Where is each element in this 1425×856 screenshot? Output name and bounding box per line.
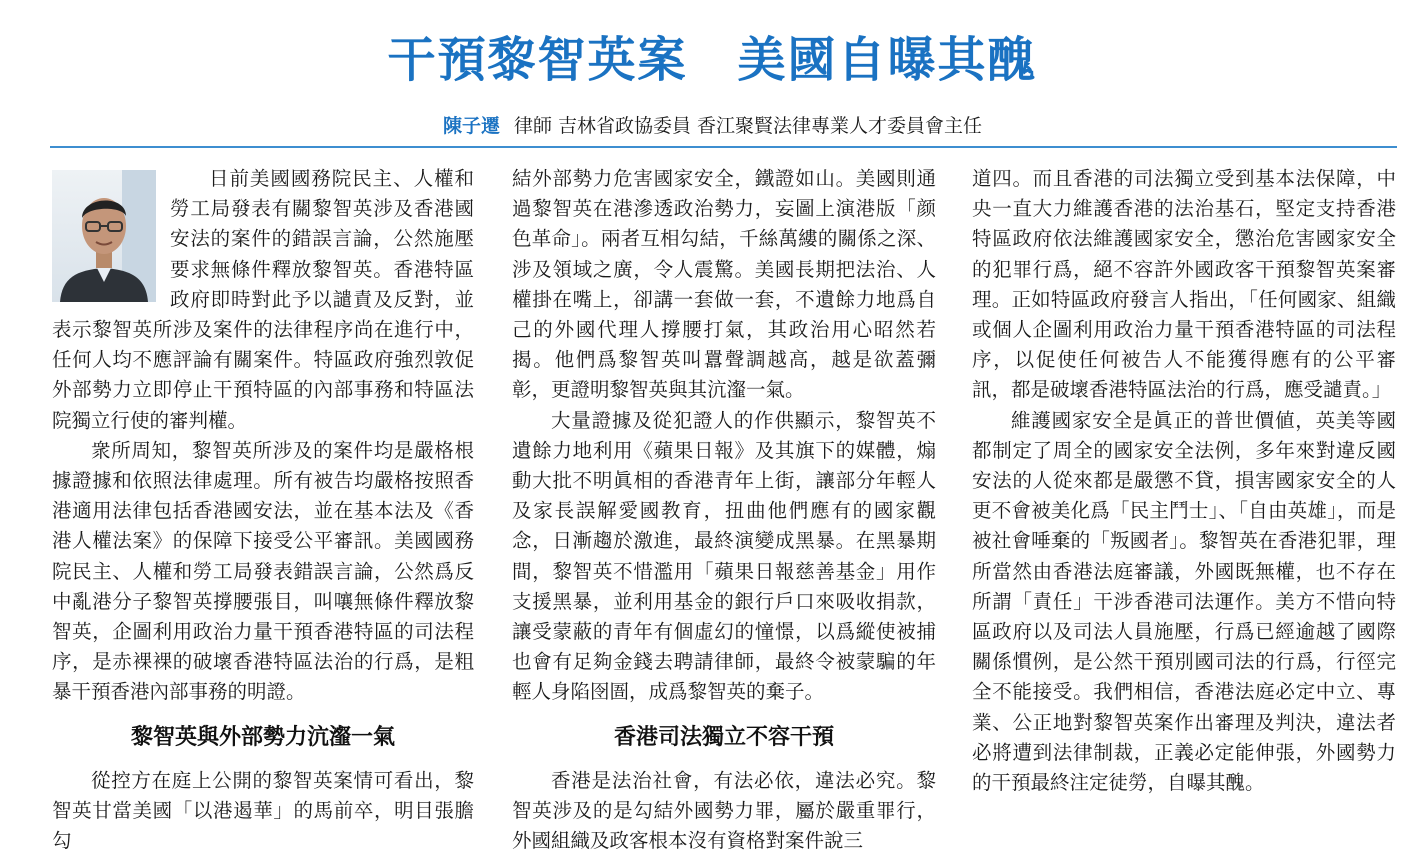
byline-titles: 律師 吉林省政協委員 香江聚賢法律專業人才委員會主任 bbox=[513, 115, 983, 137]
column-3 bbox=[972, 164, 1396, 798]
byline-author: 陳子遷 bbox=[442, 115, 500, 137]
paragraph: 維護國家安全是眞正的普世價値，英美等國都制定了周全的國家安全法例，多年來對違反國安法的人從來都是嚴懲不貸，損害國家安全的人更不會被美化爲「民主鬥士」、「自由英雄」，而是被社會唾棄的「叛國者」。黎智英在香港犯罪，理所當然由香港法庭審議，外國既無權，也不存在所謂「責任」干涉香港司法運作。美方不惜向特區政府以及司法人員施壓，行爲已經逾越了國際關係慣例，是公然干預別國司法的行爲，行徑完全不能接受。我們相信，香港法庭必定中立、專業、公正地對黎智英案作出審理及判決，違法者必將遭到法律制裁，正義必定能伸張，外國勢力的干預最終注定徒勞，自曝其醜。 bbox=[972, 408, 1396, 795]
section-heading: 黎智英與外部勢力沆瀣一氣 bbox=[130, 724, 395, 750]
author-portrait-image bbox=[52, 170, 156, 302]
paragraph: 結外部勢力危害國家安全，鐵證如山。美國則通過黎智英在港滲透政治勢力，妄圖上演港版「颜色革命」。兩者互相勾結，千絲萬縷的關係之深、涉及領域之廣，令人震驚。美國長期把法治、人權掛在嘴上，卻講一套做一套，不遺餘力地爲自己的外國代理人撐腰打氣，其政治用心昭然若揭。他們爲黎智英叫囂聲調越高，越是欲蓋彌彰，更證明黎智英與其沆瀣一氣。 bbox=[512, 167, 936, 402]
section-heading: 香港司法獨立不容干預 bbox=[613, 724, 834, 750]
paragraph: 日前美國國務院民主、人權和勞工局發表有關黎智英涉及香港國安法的案件的錯誤言論，公然施壓要求無條件釋放黎智英。香港特區政府即時對此予以譴責及反對，並表示黎智英所涉及案件的法律程序尚在進行中，任何人均不應評論有關案件。特區政府強烈敦促外部勢力立即停止干預特區的內部事務和特區法院獨立行使的審判權。 bbox=[52, 167, 474, 432]
column-2 bbox=[512, 164, 936, 856]
headline: 干預黎智英案 美國自曝其醜 bbox=[387, 32, 1038, 88]
paragraph: 大量證據及從犯證人的作供顯示，黎智英不遺餘力地利用《蘋果日報》及其旗下的媒體，煽動大批不明眞相的香港青年上街，讓部分年輕人及家長誤解愛國教育，扭曲他們應有的國家觀念，日漸趨於激進，最終演變成黑暴。在黑暴期間，黎智英不惜濫用「蘋果日報慈善基金」用作支援黑暴，並利用基金的銀行戶口來吸收捐款，讓受蒙蔽的青年有個虛幻的憧憬，以爲縱使被捕也會有足夠金錢去聘請律師，最終令被蒙騙的年輕人身陷囹圄，成爲黎智英的棄子。 bbox=[512, 408, 936, 704]
header-rule bbox=[50, 146, 1397, 148]
paragraph: 從控方在庭上公開的黎智英案情可看出，黎智英甘當美國「以港遏華」的馬前卒，明目張膽勾 bbox=[52, 768, 474, 853]
paragraph: 香港是法治社會，有法必依，違法必究。黎智英涉及的是勾結外國勢力罪，屬於嚴重罪行，外國組織及政客根本沒有資格對案件說三 bbox=[512, 768, 936, 853]
paragraph: 衆所周知，黎智英所涉及的案件均是嚴格根據證據和依照法律處理。所有被告均嚴格按照香港適用法律包括香港國安法，並在基本法及《香港人權法案》的保障下接受公平審訊。美國國務院民主、人權和勞工局發表錯誤言論，公然爲反中亂港分子黎智英撐腰張目，叫嚷無條件釋放黎智英，企圖利用政治力量干預香港特區的司法程序，是赤裸裸的破壞香港特區法治的行爲，是粗暴干預香港內部事務的明證。 bbox=[52, 438, 474, 704]
byline bbox=[0, 113, 1425, 139]
column-1 bbox=[52, 164, 474, 856]
paragraph: 道四。而且香港的司法獨立受到基本法保障，中央一直大力維護香港的法治基石，堅定支持香港特區政府依法維護國家安全，懲治危害國家安全的犯罪行爲，絕不容許外國政客干預黎智英案審理。正如特區政府發言人指出，「任何國家、組織或個人企圖利用政治力量干預香港特區的司法程序，以促使任何被告人不能獲得應有的公平審訊，都是破壞香港特區法治的行爲，應受譴責。」 bbox=[972, 167, 1396, 402]
